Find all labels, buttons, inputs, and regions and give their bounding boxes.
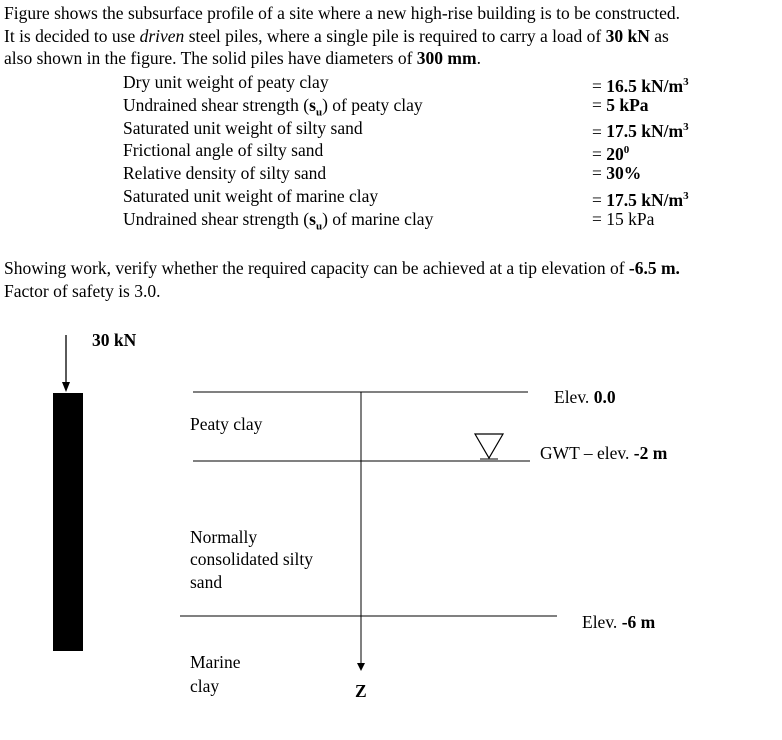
water-table-icon bbox=[475, 434, 503, 458]
task-line-2: Factor of safety is 3.0. bbox=[4, 280, 161, 301]
layer-label-silty-sand-3: sand bbox=[190, 572, 223, 592]
property-value: = 5 kPa bbox=[592, 94, 649, 115]
load-arrow-head bbox=[62, 382, 70, 392]
pile-shaft bbox=[53, 393, 83, 651]
property-label: Undrained shear strength $(s_u)$ of peaty clay bbox=[123, 94, 423, 119]
layer-label-silty-sand-2: consolidated silty bbox=[190, 549, 313, 569]
intro-text-3a: also shown in the figure. The solid piles have diameters of bbox=[4, 48, 417, 68]
intro-text-1: Figure shows the subsurface profile of a site where a new high-rise building is to be constructed. bbox=[4, 3, 681, 23]
intro-driven: driven bbox=[139, 25, 185, 46]
property-label: Relative density of silty sand bbox=[123, 163, 327, 184]
task-line-1 bbox=[4, 257, 779, 280]
property-label: Dry unit weight of peaty clay bbox=[123, 72, 329, 92]
property-value: = 16.5 $kN/m^3$ bbox=[592, 75, 689, 96]
elevation-label-minus-6: Elev. -6 m bbox=[582, 612, 656, 632]
property-label: Undrained shear strength $(s_u)$ of marine clay bbox=[123, 208, 434, 233]
profile-drawing bbox=[0, 325, 782, 740]
intro-load: 30 kN bbox=[605, 25, 650, 46]
intro-text-2a: It is decided to use bbox=[4, 25, 140, 46]
property-row bbox=[123, 117, 689, 142]
intro-line-2 bbox=[4, 25, 779, 48]
intro-diameter: 300 mm bbox=[416, 48, 477, 68]
property-row bbox=[123, 185, 689, 210]
property-label: Frictional angle of silty sand bbox=[123, 140, 324, 161]
depth-axis-label: Z bbox=[355, 681, 367, 701]
property-value: = 17.5 $kN/m^3$ bbox=[592, 121, 689, 142]
intro-text-2c: as bbox=[649, 25, 669, 46]
property-label: Saturated unit weight of marine clay bbox=[123, 185, 379, 206]
gwt-label: GWT – elev. -2 m bbox=[540, 443, 668, 463]
property-row bbox=[123, 71, 689, 96]
tip-elevation: -6.5 m. bbox=[628, 258, 680, 278]
problem-intro bbox=[4, 2, 779, 70]
property-row bbox=[123, 208, 655, 233]
elevation-label-0: Elev. 0.0 bbox=[554, 387, 616, 407]
intro-line-3 bbox=[4, 47, 779, 70]
intro-line-1 bbox=[4, 2, 779, 25]
depth-axis-arrow bbox=[357, 663, 365, 671]
property-row bbox=[123, 162, 642, 185]
intro-text-2b: steel piles, where a single pile is required to carry a load of bbox=[184, 25, 606, 46]
load-label: 30 kN bbox=[92, 330, 137, 350]
property-row bbox=[123, 139, 630, 165]
property-value: = $20^0$ bbox=[592, 144, 630, 165]
subsurface-profile-figure bbox=[0, 325, 782, 740]
property-row bbox=[123, 94, 649, 119]
layer-label-marine-clay-1: Marine bbox=[190, 652, 241, 672]
task-statement bbox=[4, 257, 779, 302]
property-label: Saturated unit weight of silty sand bbox=[123, 117, 363, 138]
layer-label-marine-clay-2: clay bbox=[190, 676, 220, 696]
property-value: = 17.5 $kN/m^3$ bbox=[592, 189, 689, 210]
layer-label-peaty-clay: Peaty clay bbox=[190, 414, 263, 434]
layer-label-silty-sand-1: Normally bbox=[190, 527, 258, 547]
property-value: = 15 kPa bbox=[592, 208, 655, 229]
soil-properties-list bbox=[123, 71, 689, 233]
intro-text-3b: . bbox=[476, 48, 481, 68]
task-text-1: Showing work, verify whether the required capacity can be achieved at a tip elevation of bbox=[4, 258, 629, 278]
property-value: = 30% bbox=[592, 163, 642, 184]
